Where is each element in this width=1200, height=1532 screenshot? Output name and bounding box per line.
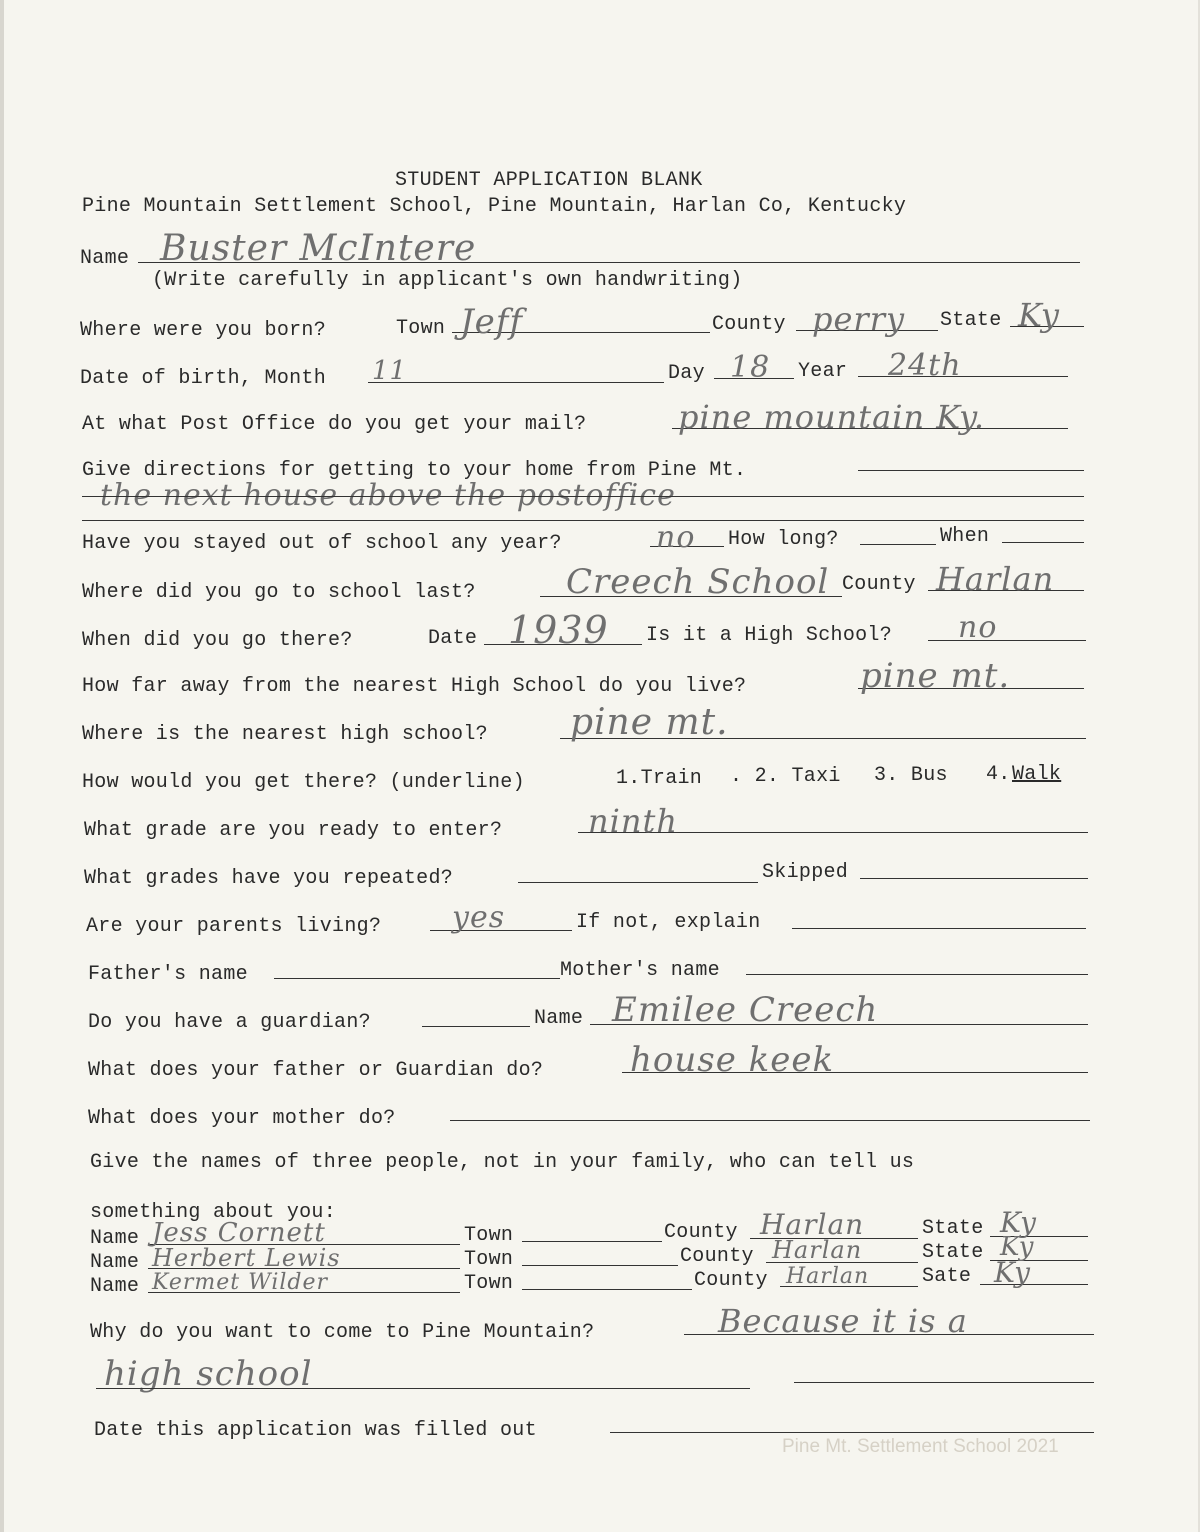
why-answer-1: Because it is a [718,1302,968,1340]
option-walk-underlined: Walk [1012,763,1062,786]
option-bus: 3. Bus [874,764,948,787]
born-state-answer: Ky [1018,296,1060,334]
post-office-question: At what Post Office do you get your mail? [82,413,587,436]
mother-line [746,974,1088,975]
ref1-town-label: Town [464,1224,514,1247]
school-last-answer: Creech School [566,562,830,602]
school-last-question: Where did you go to school last? [82,581,476,604]
school-county-answer: Harlan [936,560,1055,598]
high-school-line [928,640,1086,641]
why-line-2 [96,1388,750,1389]
directions-line-1 [858,470,1084,471]
how-far-question: How far away from the nearest High School do you live? [82,675,747,698]
dob-day-label: Day [668,362,705,385]
why-question: Why do you want to come to Pine Mountain? [90,1321,595,1344]
ref3-town-label: Town [464,1272,514,1295]
option-walk-number: 4. [986,763,1011,786]
when-label: When [940,525,990,548]
guardian-name-answer: Emilee Creech [612,990,879,1030]
nearest-hs-question: Where is the nearest high school? [82,723,488,746]
high-school-answer: no [958,610,998,645]
ref3-town-line [522,1289,692,1290]
name-label: Name [80,247,130,270]
dob-day-answer: 18 [730,350,771,385]
ref1-name-label: Name [90,1227,140,1250]
parents-question: Are your parents living? [86,915,382,938]
skipped-label: Skipped [762,861,849,884]
name-answer: Buster McIntere [160,228,477,269]
if-not-label: If not, explain [576,911,761,934]
dob-year-answer: 24th [888,348,962,383]
ref3-state-label: Sate [922,1265,972,1288]
grade-question: What grade are you ready to enter? [84,819,503,842]
ref1-state-label: State [922,1217,984,1240]
references-question-line-1: Give the names of three people, not in your family, who can tell us [90,1151,915,1174]
father-do-answer: house keek [630,1040,835,1080]
date-filled-line [610,1432,1094,1433]
ref1-county-label: County [664,1221,738,1244]
born-county-answer: perry [812,300,906,338]
ref2-county-label: County [680,1245,754,1268]
dob-month-line [368,382,664,383]
school-date-answer: 1939 [508,608,609,652]
nearest-hs-answer: pine mt. [570,702,729,743]
ref3-name-label: Name [90,1275,140,1298]
ref2-name-answer: Herbert Lewis [152,1244,341,1272]
dob-year-label: Year [798,360,848,383]
form-title: STUDENT APPLICATION BLANK [395,169,703,192]
mother-do-line [450,1120,1090,1121]
guardian-line [422,1026,530,1027]
directions-line-3 [82,520,1084,521]
watermark: Pine Mt. Settlement School 2021 [782,1436,1059,1457]
ref2-town-label: Town [464,1248,514,1271]
why-answer-2: high school [104,1354,313,1394]
born-county-label: County [712,313,786,336]
ref1-name-answer: Jess Cornett [152,1218,326,1248]
option-train: 1.Train [616,767,703,790]
when-there-question: When did you go there? [82,629,353,652]
repeated-question: What grades have you repeated? [84,867,454,890]
ref1-town-line [522,1241,662,1242]
born-town-label: Town [396,317,446,340]
ref1-county-answer: Harlan [760,1208,865,1241]
skipped-line [860,878,1088,879]
dob-month-label: Date of birth, Month [80,367,327,390]
when-line [1002,542,1084,543]
school-county-label: County [842,573,916,596]
mother-label: Mother's name [560,959,720,982]
repeated-line [518,882,758,883]
school-date-label: Date [428,627,478,650]
ref3-county-answer: Harlan [786,1264,870,1289]
guardian-question: Do you have a guardian? [88,1011,371,1034]
ref1-state-answer: Ky [1000,1206,1037,1239]
born-town-answer: Jeff [460,302,523,342]
ref3-county-label: County [694,1269,768,1292]
institution-line: Pine Mountain Settlement School, Pine Mountain, Harlan Co, Kentucky [82,195,907,218]
directions-question: Give directions for getting to your home from Pine Mt. [82,459,747,482]
get-there-question: How would you get there? (underline) [82,771,525,794]
directions-line-2 [82,496,1084,497]
ref3-state-answer: Ky [994,1256,1031,1289]
ref2-town-line [522,1265,678,1266]
father-line [274,978,560,979]
directions-answer: the next house above the postoffice [100,478,676,513]
ref3-name-answer: Kermet Wilder [152,1270,329,1295]
how-far-answer: pine mt. [860,656,1011,696]
father-label: Father's name [88,963,248,986]
father-do-question: What does your father or Guardian do? [88,1059,544,1082]
date-filled-label: Date this application was filled out [94,1419,537,1442]
stayed-out-answer: no [656,520,696,555]
how-long-label: How long? [728,528,839,551]
option-taxi: . 2. Taxi [730,765,841,788]
born-state-label: State [940,309,1002,332]
grade-answer: ninth [588,802,678,840]
high-school-question: Is it a High School? [646,624,893,647]
name-note: (Write carefully in applicant's own handwriting) [152,269,743,292]
ref2-state-label: State [922,1241,984,1264]
stayed-out-question: Have you stayed out of school any year? [82,532,562,555]
ref2-county-answer: Harlan [772,1236,863,1264]
guardian-name-label: Name [534,1007,584,1030]
why-line-3 [794,1382,1094,1383]
if-not-line [792,928,1086,929]
dob-month-answer: 11 [372,356,408,386]
parents-answer: yes [452,900,506,935]
ref2-name-label: Name [90,1251,140,1274]
born-question: Where were you born? [80,319,327,342]
mother-do-question: What does your mother do? [88,1107,396,1130]
ref2-state-answer: Ky [1000,1232,1035,1262]
how-long-line [860,544,936,545]
post-office-answer: pine mountain Ky. [678,398,986,436]
references-question-line-2: something about you: [90,1201,337,1224]
